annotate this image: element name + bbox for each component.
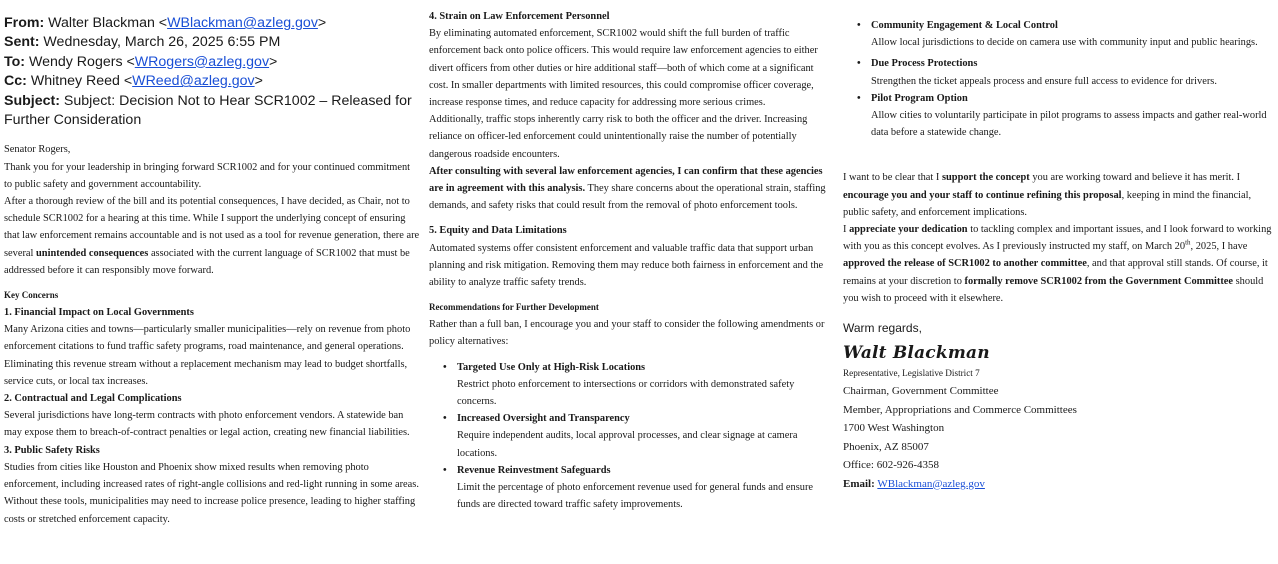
support-paragraph: I want to be clear that I support the concept you are working toward and believe it has merit. I encourage you and your staff to continue refining this proposal, keeping in mind the financial, public safety, and enforcement implications. <box>843 172 1252 218</box>
to-email-link[interactable]: WRogers@azleg.gov <box>134 53 270 70</box>
key-concerns-heading: Key Concerns <box>4 290 59 301</box>
concern-text-extra: Additionally, traffic stops inherently carry risk to both the officer and the driver. Increasing reliance on officer-led enforcement could unintentionally raise the number of potentially dangerous roadside encounters. <box>429 114 808 160</box>
concern-text: Studies from cities like Houston and Phoenix show mixed results when removing photo enforcement, including increased rates of right-angle collisions and red-light running in some areas. Without these tools, municipalities may need to increase police presence, leading to higher staffing costs or stretched enforcement capacity. <box>4 461 419 525</box>
column-3 <box>843 17 1275 493</box>
decision-paragraph: After a thorough review of the bill and its potential consequences, I have decided, as Chair, not to schedule SCR1002 for a hearing at this time. While I support the underlying concept of ensuring that law enforcement remains accountable and is not used as a tool for revenue generation, there are several unintended consequences associated with the current language of SCR1002 that must be addressed before it can responsibly move forward. <box>4 196 420 276</box>
recommendations-list <box>429 359 827 514</box>
list-item: • Increased Oversight and Transparency Require independent audits, local approval processes, and clear signage at camera locations. <box>429 410 827 462</box>
to-line: To: Wendy Rogers <WRogers@azleg.gov> <box>4 53 278 70</box>
from-line: From: Walter Blackman <WBlackman@azleg.gov> <box>4 15 327 31</box>
column-1 <box>4 0 420 528</box>
intro-paragraph: Thank you for your leadership in bringing forward SCR1002 and for your continued commitment to public safety and government accountability. <box>4 161 411 190</box>
concern-title: 3. Public Safety Risks <box>4 444 100 456</box>
recommendations-list-continued <box>843 17 1275 141</box>
concern-title: 2. Contractual and Legal Complications <box>4 393 182 405</box>
from-email-link[interactable]: WBlackman@azleg.gov <box>167 15 318 31</box>
column-2 <box>429 8 827 513</box>
list-item: • Community Engagement & Local Control Allow local jurisdictions to decide on camera use with community input and public hearings. <box>843 17 1275 51</box>
signature-title: Representative, Legislative District 7 <box>843 368 980 379</box>
list-item: • Pilot Program Option Allow cities to voluntarily participate in pilot programs to assess impacts and gather real-world data before a statewide change. <box>843 90 1275 142</box>
address-line: 1700 West Washington <box>843 422 945 435</box>
signature-email-link[interactable]: WBlackman@azleg.gov <box>877 477 985 490</box>
concern-title: 4. Strain on Law Enforcement Personnel <box>429 11 610 22</box>
email-line: Email: WBlackman@azleg.gov <box>843 477 985 490</box>
cc-email-link[interactable]: WReed@azleg.gov <box>132 73 255 90</box>
regards: Warm regards, <box>843 321 922 336</box>
signature-title: Member, Appropriations and Commerce Committees <box>843 403 1077 416</box>
cc-line: Cc: Whitney Reed <WReed@azleg.gov> <box>4 73 263 90</box>
address-line: Phoenix, AZ 85007 <box>843 440 929 453</box>
concern-text: Several jurisdictions have long-term contracts with photo enforcement vendors. A statewide ban may expose them to breach-of-contract penalties or legal action, creating new financial liabilities. <box>4 410 410 439</box>
recommendations-intro: Rather than a full ban, I encourage you and your staff to consider the following amendments or policy alternatives: <box>429 319 825 348</box>
office-phone: Office: 602-926-4358 <box>843 459 940 472</box>
letter-body <box>4 141 420 527</box>
recommendations-heading: Recommendations for Further Development <box>429 302 599 313</box>
subject-line: Subject: Subject: Decision Not to Hear SCR1002 – Released for Further Consideration <box>4 92 412 129</box>
concern-title: 5. Equity and Data Limitations <box>429 225 567 237</box>
concern-text: By eliminating automated enforcement, SCR1002 would shift the full burden of traffic enforcement back onto police officers. This would require law enforcement agencies to either divert officers from other duties or hire additional staff—both of which come at a significant cost. In smaller departments with limited resources, this could compromise officer coverage, increase response times, and reduce capacity for addressing more serious crimes. <box>429 28 818 109</box>
signature-title: Chairman, Government Committee <box>843 385 999 398</box>
list-item: • Targeted Use Only at High-Risk Locations Restrict photo enforcement to intersections or corridors with demonstrated safety concerns. <box>429 359 827 411</box>
concern-title: 1. Financial Impact on Local Governments <box>4 307 194 319</box>
list-item: • Revenue Reinvestment Safeguards Limit the percentage of photo enforcement revenue used for general funds and ensure funds are directed toward traffic safety improvements. <box>429 462 827 514</box>
sent-line: Sent: Wednesday, March 26, 2025 6:55 PM <box>4 34 281 51</box>
closing-paragraph: I appreciate your dedication to tackling complex and important issues, and I look forward to working with you as this concept evolves. As I previously instructed my staff, on March 20th, 2025, I have approved the release of SCR1002 to another committee, and that approval still stands. Of course, it remains at your discretion to formally remove SCR1002 from the Government Committee should you wish to proceed with it elsewhere. <box>843 224 1272 304</box>
concern-text: Many Arizona cities and towns—particularly smaller municipalities—rely on revenue from photo enforcement citations to fund traffic safety programs, road maintenance, and general operations. Eliminating this revenue stream without a replacement mechanism may lead to budget shortfalls, service cuts, or local tax increases. <box>4 324 411 387</box>
list-item: • Due Process Protections Strengthen the ticket appeals process and ensure full access to evidence for drivers. <box>843 55 1275 89</box>
consultation-paragraph: After consulting with several law enforcement agencies, I can confirm that these agencies are in agreement with this analysis. They share concerns about the operational strain, staffing demands, and safety risks that could result from the removal of photo enforcement tools. <box>429 165 826 212</box>
salutation: Senator Rogers, <box>4 144 71 156</box>
signature-name: Walt Blackman <box>843 343 990 364</box>
email-header <box>4 14 420 130</box>
concern-text: Automated systems offer consistent enforcement and valuable traffic data that support urban planning and risk mitigation. Removing them may reduce both fairness in enforcement and the ability to analyze traffic safety trends. <box>429 242 824 289</box>
